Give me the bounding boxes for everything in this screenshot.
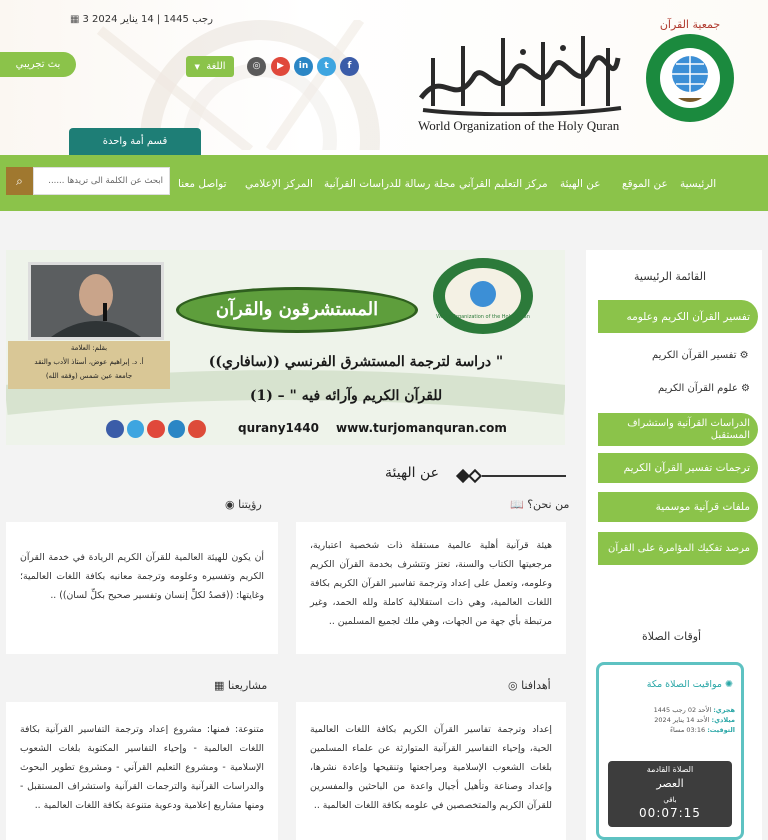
- nav-about-org[interactable]: عن الهيئة: [560, 178, 601, 190]
- youtube-icon: [147, 420, 165, 438]
- goals-card: [296, 702, 566, 840]
- instagram-icon[interactable]: ◎: [247, 57, 266, 76]
- nav-contact[interactable]: تواصل معنا: [178, 178, 227, 190]
- nav-quran-education[interactable]: مركز التعليم القرآني: [459, 178, 548, 190]
- menu-conspiracy-observatory[interactable]: مرصد تفكيك المؤامرة على القرآن: [598, 532, 758, 565]
- prayer-miladi-label: ميلادي:: [711, 716, 735, 724]
- who-card-title: 📖 من نحن؟: [510, 498, 570, 511]
- next-prayer-name: العصر: [656, 777, 684, 790]
- prayer-hijri: الأحد 02 رجب 1445: [653, 706, 712, 714]
- prayer-times-widget: [596, 662, 744, 840]
- calligraphy-logo[interactable]: [413, 28, 625, 116]
- menu-tafsir-translations[interactable]: ترجمات تفسير القرآن الكريم: [598, 453, 758, 483]
- author-caption: [8, 341, 170, 389]
- heading-diamond-outline-icon: [468, 469, 482, 483]
- submenu-tafsir-quran[interactable]: تفسير القرآن الكريم ⚙: [652, 350, 749, 361]
- author-name: أ. د. إبراهيم عوض، أستاذ الأدب والنقد: [34, 358, 144, 366]
- header-date: ▦ 3 رجب 1445 | 14 يناير 2024: [70, 14, 213, 25]
- facebook-icon[interactable]: f: [340, 57, 359, 76]
- chevron-down-icon: ▼: [194, 63, 200, 71]
- main-menu-title: القائمة الرئيسية: [634, 270, 707, 283]
- search-icon[interactable]: ⌕: [6, 167, 33, 195]
- calendar-icon: ▦: [70, 14, 80, 25]
- submenu-quran-sciences[interactable]: علوم القرآن الكريم ⚙: [658, 383, 750, 394]
- target-icon: ◎: [508, 679, 518, 692]
- prayer-widget-header: ✺ مواقيت الصلاة مكة: [646, 679, 733, 690]
- menu-tafsir[interactable]: تفسير القرآن الكريم وعلومه: [598, 300, 758, 333]
- projects-icon: ▦: [214, 679, 225, 692]
- org-name-english: World Organization of the Holy Quran: [418, 118, 620, 133]
- twitter-icon: [127, 420, 145, 438]
- youtube-icon[interactable]: ▶: [271, 57, 290, 76]
- vision-card: [6, 522, 278, 654]
- eye-icon: ◉: [225, 498, 235, 511]
- author-university: جامعة عين شمس (وفقه الله): [45, 372, 133, 380]
- remaining-label: باقي: [663, 796, 677, 804]
- banner-website: www.turjomanquran.com: [336, 421, 507, 435]
- facebook-icon: [106, 420, 124, 438]
- prayer-dates: [605, 705, 735, 735]
- banner-social-strip: [106, 420, 206, 440]
- twitter-icon[interactable]: t: [317, 57, 336, 76]
- gear-icon: ⚙: [739, 350, 749, 361]
- google-icon: [188, 420, 206, 438]
- banner-logo-text: World Organization of the Holy Quran: [436, 314, 530, 320]
- goals-card-text: إعداد وترجمة تفاسير القرآن الكريم بكافة اللغات العالمية الحية، وإحياء التفاسير القرآنية المتوارثة عن علماء المسلمين بلغات الشعوب الإسلامية ومراجعتها وتنقيحها وإعادة نشرها، وإعداد وصناعة وتأهيل أجيال واعدة من الباحثين والمفسرين للقرآن الكريم والمتخصصين في علومه بكافة اللغات العالمية ..: [310, 724, 552, 811]
- linkedin-icon[interactable]: in: [294, 57, 313, 76]
- featured-banner[interactable]: [6, 250, 565, 445]
- language-dropdown[interactable]: ▼ اللغة: [186, 56, 234, 77]
- prayer-miladi-row: [605, 715, 735, 725]
- nav-media-center[interactable]: المركز الإعلامي: [245, 178, 313, 190]
- gear-icon: ⚙: [741, 383, 750, 394]
- prayer-hijri-label: هجري:: [713, 706, 735, 714]
- banner-subtitle-2: للقرآن الكريم وآرائه فيه " – (1): [249, 388, 443, 404]
- menu-seasonal-files[interactable]: ملفات قرآنية موسمية: [598, 492, 758, 522]
- nav-home[interactable]: الرئيسية: [680, 178, 717, 190]
- projects-card: [6, 702, 278, 840]
- vision-card-title: ◉ رؤيتنا: [225, 498, 262, 511]
- prayer-miladi: الأحد 14 يناير 2024: [654, 716, 710, 724]
- prayer-time-label: التوقيت:: [707, 726, 735, 734]
- projects-card-title: ▦ مشاريعنا: [214, 679, 268, 692]
- search-input[interactable]: ابحث عن الكلمة الى تريدها ......: [33, 167, 170, 195]
- next-prayer-label: الصلاة القادمة: [646, 765, 694, 774]
- prayer-times-title: أوقات الصلاة: [642, 630, 702, 643]
- menu-quran-studies[interactable]: الدراسات القرآنية واستشراف المستقبل: [598, 413, 758, 446]
- section-heading: عن الهيئة: [385, 465, 440, 481]
- book-icon: 📖: [510, 498, 524, 511]
- nav-risala-journal[interactable]: مجلة رسالة للدراسات القرآنية: [324, 178, 456, 190]
- mosque-icon: ✺: [725, 679, 733, 690]
- banner-title: المستشرقون والقرآن: [176, 287, 418, 333]
- linkedin-icon: [168, 420, 186, 438]
- vision-card-text: أن يكون للهيئة العالمية للقرآن الكريم الريادة في خدمة القرآن الكريم وتفسيره وعلومه وترجمة معانيه بكافة اللغات العالمية؛ وغايتها: ((قصدُ لكلِّ إنسان وتفسير صحيح بكلِّ لسان)) ..: [20, 552, 264, 601]
- projects-card-text: متنوعة: فمنها: مشروع إعداد وترجمة التفاسير القرآنية بكافة اللغات العالمية - وإحياء التفاسير المكتوبة بلغات الشعوب الإسلامية - ومشروع التعليم القرآني - ومشروع تطوير البحوث والدراسات القرآنية والترجمات القرآنية واستشراف المستقبل - ومنها مشاريع إعلامية ودعوية متنوعة بكافة اللغات العالمية ..: [20, 724, 264, 811]
- goals-card-title: ◎ أهدافنا: [508, 679, 551, 692]
- banner-subtitle: " دراسة لترجمة المستشرق الفرنسي ((سافاري)): [208, 354, 504, 370]
- banner-logo: [431, 256, 536, 336]
- prayer-hijri-row: [605, 705, 735, 715]
- emblem-title: جمعية القرآن: [659, 18, 721, 31]
- heading-line: [482, 475, 566, 477]
- prayer-time-row: [605, 725, 735, 735]
- next-prayer-box: [608, 761, 732, 827]
- organization-emblem[interactable]: [638, 14, 742, 124]
- who-card-text: هيئة قرآنية أهلية عالمية مستقلة ذات شخصية اعتبارية، مرجعيتها الكتاب والسنة، تعتز وتتشرف بخدمة القرآن الكريم وعلومه، وتعمل على إعداد وترجمة تفاسير القرآن الكريم بكافة اللغات العالمية، وهي ذات استقلالية كاملة ولله الحمد، وغير مرتبطة بأي جهة من الجهات، وهي ملك لجميع المسلمين ..: [310, 540, 552, 627]
- live-broadcast-button[interactable]: بث تجريبي: [0, 52, 76, 77]
- who-card: [296, 522, 566, 654]
- nav-about-site[interactable]: عن الموقع: [622, 178, 668, 190]
- one-nation-tab[interactable]: قسم أمة واحدة: [69, 128, 201, 155]
- author-label: بقلم: العلامة: [70, 344, 108, 352]
- prayer-time: 03:16 مساءً: [670, 726, 706, 734]
- banner-handle: qurany1440: [238, 421, 319, 435]
- author-photo: [28, 262, 164, 340]
- prayer-countdown: 00:07:15: [639, 806, 701, 820]
